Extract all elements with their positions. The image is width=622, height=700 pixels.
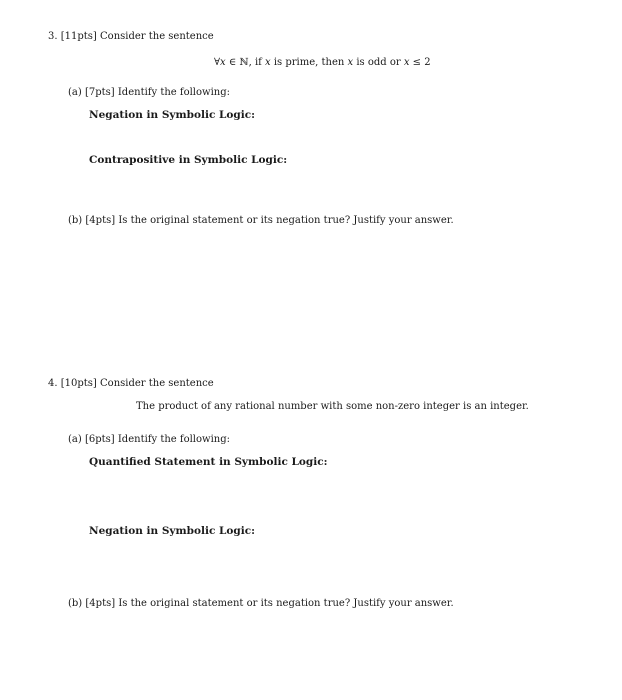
part-text: Is the original statement or its negation true? Justify your answer. <box>118 598 454 609</box>
part-points: [7pts] <box>84 87 115 98</box>
part-label: (b) <box>68 598 83 609</box>
math-text: is odd or <box>353 57 404 68</box>
part-points: [6pts] <box>84 434 115 445</box>
heading-contrapositive: Contrapositive in Symbolic Logic: <box>89 154 288 166</box>
part-label: (a) <box>68 87 82 98</box>
problem-4a-prompt <box>68 434 230 446</box>
forall-symbol: ∀ <box>214 57 221 68</box>
problem-3-header <box>48 31 214 43</box>
problem-points: [11pts] <box>60 31 97 42</box>
part-points: [4pts] <box>85 598 116 609</box>
part-text: Identify the following: <box>117 87 230 98</box>
part-text: Identify the following: <box>117 434 230 445</box>
problem-4-statement: The product of any rational number with some non-zero integer is an integer. <box>136 401 529 412</box>
part-label: (b) <box>68 215 83 226</box>
problem-4-header <box>48 378 214 390</box>
problem-number: 4. <box>48 378 58 389</box>
heading-quantified-statement: Quantified Statement in Symbolic Logic: <box>89 456 328 468</box>
math-var: x <box>403 57 410 68</box>
problem-4b-prompt <box>68 598 454 610</box>
math-var: x <box>220 57 226 68</box>
part-label: (a) <box>68 434 82 445</box>
problem-intro: Consider the sentence <box>100 31 214 42</box>
problem-number: 3. <box>48 31 58 42</box>
problem-3-statement <box>214 57 431 69</box>
math-var: x <box>265 57 271 68</box>
problem-points: [10pts] <box>60 378 97 389</box>
part-text: Is the original statement or its negation true? Justify your answer. <box>118 215 454 226</box>
problem-3b-prompt <box>68 215 454 227</box>
math-text: is prime, then <box>270 57 348 68</box>
heading-negation: Negation in Symbolic Logic: <box>89 109 255 121</box>
math-text: ∈ ℕ, if <box>225 57 266 68</box>
problem-intro: Consider the sentence <box>100 378 214 389</box>
part-points: [4pts] <box>85 215 116 226</box>
math-var: x <box>347 57 354 68</box>
math-text: ≤ 2 <box>409 57 431 68</box>
heading-negation: Negation in Symbolic Logic: <box>89 525 255 537</box>
problem-3a-prompt <box>68 87 230 99</box>
